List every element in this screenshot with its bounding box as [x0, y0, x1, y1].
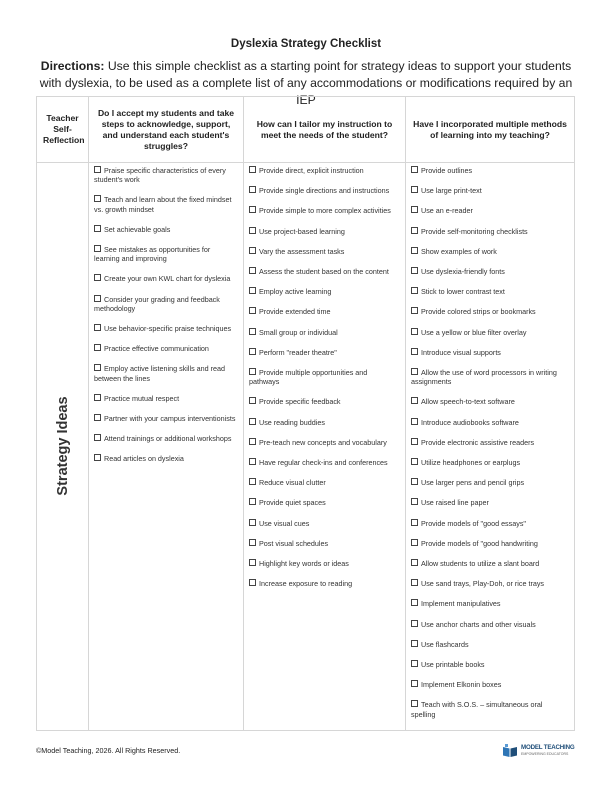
col3-checklist-item[interactable] [411, 559, 568, 568]
col1-cell [89, 163, 244, 731]
checklist-item-label: Provide models of "good handwriting [421, 538, 538, 548]
checklist-item-label: Stick to lower contrast text [421, 287, 505, 297]
checkbox[interactable] [94, 324, 101, 331]
checklist-item-label: Provide extended time [259, 307, 331, 317]
checklist-item-label: Use flashcards [421, 639, 469, 649]
col3-checklist-item[interactable] [411, 267, 568, 276]
checkbox[interactable] [249, 397, 256, 404]
col3-checklist-item[interactable] [411, 166, 568, 175]
checkbox[interactable] [249, 186, 256, 193]
checklist-item-label: Provide specific feedback [259, 397, 341, 407]
checkbox[interactable] [249, 458, 256, 465]
checklist-item-label: Provide self-monitoring checklists [421, 226, 528, 236]
checklist-item-label: Use printable books [421, 660, 485, 670]
checklist-item-label: Perform "reader theatre" [259, 347, 337, 357]
checklist-item-label: Provide simple to more complex activities [259, 206, 391, 216]
checkbox[interactable] [94, 225, 101, 232]
col1-checklist-item[interactable] [94, 225, 237, 234]
checklist-item-label: Show examples of work [421, 246, 497, 256]
col3-checklist-item[interactable] [411, 206, 568, 215]
checklist-item-label: Provide colored strips or bookmarks [421, 307, 536, 317]
col3-checklist-item[interactable] [411, 418, 568, 427]
checkbox[interactable] [94, 344, 101, 351]
checklist-item-label: Small group or individual [259, 327, 338, 337]
checklist-item-label: Provide single directions and instructions [259, 186, 390, 196]
col2-cell [244, 163, 406, 731]
checkbox[interactable] [249, 166, 256, 173]
checkbox[interactable] [94, 434, 101, 441]
col2-checklist-item[interactable] [249, 348, 399, 357]
checkbox[interactable] [94, 166, 101, 173]
col3-checklist-item[interactable] [411, 287, 568, 296]
checklist-item-label: Use raised line paper [421, 498, 489, 508]
directions-label: Directions: [40, 59, 105, 73]
checkbox[interactable] [411, 680, 418, 687]
open-book-icon [502, 743, 518, 759]
col2-checklist-item[interactable] [249, 247, 399, 256]
checkbox[interactable] [411, 397, 418, 404]
checkbox[interactable] [249, 267, 256, 274]
checklist-table [36, 96, 575, 731]
checkbox[interactable] [411, 206, 418, 213]
col2-list [244, 163, 405, 588]
checkbox[interactable] [411, 458, 418, 465]
col3-checklist-item[interactable] [411, 680, 568, 689]
col3-checklist-item[interactable] [411, 186, 568, 195]
col3-checklist-item[interactable] [411, 599, 568, 608]
checkbox[interactable] [411, 620, 418, 627]
checkbox[interactable] [249, 247, 256, 254]
checklist-item-label: Reduce visual clutter [259, 478, 326, 488]
checkbox[interactable] [411, 227, 418, 234]
col3-checklist-item[interactable] [411, 579, 568, 588]
checklist-item-label: Post visual schedules [259, 538, 329, 548]
col2-checklist-item[interactable] [249, 458, 399, 467]
checklist-item-label: See mistakes as opportunities for learning and improving [94, 245, 211, 264]
page-title: Dyslexia Strategy Checklist [230, 38, 382, 50]
col3-checklist-item[interactable] [411, 620, 568, 629]
col2-checklist-item[interactable] [249, 539, 399, 548]
col3-cell [406, 163, 575, 731]
checkbox[interactable] [249, 287, 256, 294]
checklist-item-label: Utilize headphones or earplugs [421, 458, 521, 468]
col3-checklist-item[interactable] [411, 438, 568, 447]
col1-checklist-item[interactable] [94, 364, 237, 382]
row-label-cell [37, 163, 89, 731]
checklist-item-label: Vary the assessment tasks [259, 246, 345, 256]
col2-checklist-item[interactable] [249, 267, 399, 276]
logo-tagline: EMPOWERING EDUCATORS [521, 752, 569, 756]
checklist-item-label: Have regular check-ins and conferences [259, 458, 388, 468]
col1-checklist-item[interactable] [94, 166, 237, 184]
checkbox[interactable] [411, 640, 418, 647]
col2-checklist-item[interactable] [249, 397, 399, 406]
checkbox[interactable] [411, 186, 418, 193]
col1-checklist-item[interactable] [94, 394, 237, 403]
strategy-row [37, 163, 575, 731]
col3-checklist-item[interactable] [411, 227, 568, 236]
checkbox[interactable] [411, 539, 418, 546]
brand-logo [502, 741, 582, 763]
col1-checklist-item[interactable] [94, 414, 237, 423]
col2-checklist-item[interactable] [249, 166, 399, 175]
checklist-item-label: Practice mutual respect [104, 393, 180, 403]
checkbox[interactable] [249, 498, 256, 505]
col2-checklist-item[interactable] [249, 559, 399, 568]
checklist-item-label: Provide direct, explicit instruction [259, 166, 364, 175]
checkbox[interactable] [249, 328, 256, 335]
header-col2: How can I tailor my instruction to meet the needs of the student? [244, 97, 406, 163]
checklist-item-label: Pre-teach new concepts and vocabulary [259, 437, 387, 447]
col3-list [406, 163, 574, 719]
checklist-item-label: Provide multiple opportunities and pathways [249, 368, 368, 387]
checkbox[interactable] [249, 478, 256, 485]
checklist-item-label: Provide quiet spaces [259, 498, 326, 508]
checkbox[interactable] [249, 368, 256, 375]
checkbox[interactable] [411, 599, 418, 606]
checkbox[interactable] [411, 498, 418, 505]
col1-checklist-item[interactable] [94, 434, 237, 443]
checkbox[interactable] [249, 348, 256, 355]
checklist-item-label: Use dyslexia-friendly fonts [421, 267, 505, 277]
checkbox[interactable] [411, 559, 418, 566]
checklist-item-label: Use an e-reader [421, 206, 473, 216]
checklist-item-label: Consider your grading and feedback methodology [94, 294, 220, 313]
checklist-item-label: Allow students to utilize a slant board [421, 559, 540, 569]
checkbox[interactable] [94, 274, 101, 281]
col2-checklist-item[interactable] [249, 498, 399, 507]
col2-checklist-item[interactable] [249, 579, 399, 588]
col3-checklist-item[interactable] [411, 700, 568, 718]
checklist-item-label: Assess the student based on the content [259, 267, 389, 277]
checklist-item-label: Practice effective communication [104, 344, 209, 354]
checklist-item-label: Use a yellow or blue filter overlay [421, 327, 527, 337]
checkbox[interactable] [249, 418, 256, 425]
header-row [37, 97, 575, 163]
header-col3: Have I incorporated multiple methods of learning into my teaching? [406, 97, 575, 163]
checkbox[interactable] [411, 368, 418, 375]
col1-checklist-item[interactable] [94, 344, 237, 353]
checkbox[interactable] [249, 539, 256, 546]
checklist-item-label: Employ active listening skills and read between the lines [94, 364, 226, 383]
row-label: Strategy Ideas [54, 396, 71, 497]
checklist-item-label: Teach with S.O.S. – simultaneous oral spelling [411, 700, 543, 719]
col2-checklist-item[interactable] [249, 368, 399, 386]
checklist-item-label: Praise specific characteristics of every student's work [94, 166, 226, 185]
col2-checklist-item[interactable] [249, 186, 399, 195]
col1-list [89, 163, 243, 464]
col2-checklist-item[interactable] [249, 206, 399, 215]
checklist-item-label: Introduce audiobooks software [421, 417, 519, 427]
col1-checklist-item[interactable] [94, 324, 237, 333]
checkbox[interactable] [411, 519, 418, 526]
checkbox[interactable] [94, 414, 101, 421]
checkbox[interactable] [94, 245, 101, 252]
checkbox[interactable] [411, 166, 418, 173]
col1-checklist-item[interactable] [94, 245, 237, 263]
checklist-item-label: Attend trainings or additional workshops [104, 434, 232, 444]
checklist-item-label: Provide outlines [421, 166, 473, 175]
checkbox[interactable] [94, 195, 101, 202]
checkbox[interactable] [411, 700, 418, 707]
checklist-item-label: Partner with your campus interventionists [104, 414, 236, 424]
logo-name: MODEL TEACHING [521, 744, 575, 751]
col3-checklist-item[interactable] [411, 478, 568, 487]
checkbox[interactable] [411, 438, 418, 445]
col3-checklist-item[interactable] [411, 640, 568, 649]
checkbox[interactable] [411, 267, 418, 274]
checklist-item-label: Use visual cues [259, 518, 310, 528]
checkbox[interactable] [249, 559, 256, 566]
checklist-item-label: Highlight key words or ideas [259, 559, 349, 569]
col2-checklist-item[interactable] [249, 478, 399, 487]
checkbox[interactable] [411, 579, 418, 586]
header-reflection: Teacher Self-Reflection [37, 97, 89, 163]
checklist-item-label: Use anchor charts and other visuals [421, 619, 536, 629]
col2-checklist-item[interactable] [249, 227, 399, 236]
checkbox[interactable] [249, 227, 256, 234]
col3-checklist-item[interactable] [411, 368, 568, 386]
checklist-item-label: Use larger pens and pencil grips [421, 478, 525, 488]
checklist-item-label: Provide models of "good essays" [421, 518, 526, 528]
checkbox[interactable] [411, 307, 418, 314]
checkbox[interactable] [94, 295, 101, 302]
checkbox[interactable] [411, 247, 418, 254]
checklist-item-label: Implement manipulatives [421, 599, 501, 609]
col2-checklist-item[interactable] [249, 438, 399, 447]
col1-checklist-item[interactable] [94, 295, 237, 313]
checklist-item-label: Provide electronic assistive readers [421, 437, 535, 447]
col2-checklist-item[interactable] [249, 287, 399, 296]
col2-checklist-item[interactable] [249, 328, 399, 337]
col2-checklist-item[interactable] [249, 418, 399, 427]
checkbox[interactable] [94, 364, 101, 371]
col3-checklist-item[interactable] [411, 458, 568, 467]
checklist-item-label: Use sand trays, Play-Doh, or rice trays [421, 579, 545, 589]
checkbox[interactable] [411, 287, 418, 294]
header-col1: Do I accept my students and take steps to acknowledge, support, and understand each student's struggles? [89, 97, 244, 163]
checkbox[interactable] [411, 478, 418, 485]
footer-copyright: ©Model Teaching, 2026. All Rights Reserved. [36, 746, 181, 755]
checklist-item-label: Set achievable goals [104, 224, 171, 234]
col3-checklist-item[interactable] [411, 247, 568, 256]
col3-checklist-item[interactable] [411, 519, 568, 528]
checklist-item-label: Use project-based learning [259, 226, 345, 236]
col3-checklist-item[interactable] [411, 397, 568, 406]
checklist-item-label: Allow speech-to-text software [421, 397, 515, 407]
checklist-item-label: Employ active learning [259, 287, 332, 297]
col3-checklist-item[interactable] [411, 307, 568, 316]
checklist-item-label: Create your own KWL chart for dyslexia [104, 274, 231, 284]
checkbox[interactable] [249, 206, 256, 213]
col1-checklist-item[interactable] [94, 274, 237, 283]
col3-checklist-item[interactable] [411, 348, 568, 357]
col1-checklist-item[interactable] [94, 195, 237, 213]
col1-checklist-item[interactable] [94, 454, 237, 463]
checkbox[interactable] [249, 307, 256, 314]
checkbox[interactable] [94, 454, 101, 461]
directions-text: Use this simple checklist as a starting point for strategy ideas to support your students with dyslexia, to be used as a complete list of any accommodations or modifications required by an IEP [39, 59, 573, 107]
checklist-item-label: Use reading buddies [259, 417, 325, 427]
checklist-item-label: Use large print-text [421, 186, 482, 196]
col3-checklist-item[interactable] [411, 660, 568, 669]
checkbox[interactable] [411, 348, 418, 355]
checklist-item-label: Teach and learn about the fixed mindset vs. growth mindset [94, 195, 232, 214]
checkbox[interactable] [94, 394, 101, 401]
checklist-item-label: Allow the use of word processors in writing assignments [411, 368, 557, 387]
checklist-item-label: Introduce visual supports [421, 347, 501, 357]
checkbox[interactable] [249, 519, 256, 526]
checkbox[interactable] [411, 418, 418, 425]
checklist-item-label: Implement Elkonin boxes [421, 680, 502, 690]
checklist-item-label: Increase exposure to reading [259, 579, 353, 589]
col2-checklist-item[interactable] [249, 307, 399, 316]
checklist-item-label: Use behavior-specific praise techniques [104, 324, 232, 334]
checkbox[interactable] [249, 579, 256, 586]
checkbox[interactable] [249, 438, 256, 445]
checkbox[interactable] [411, 660, 418, 667]
col3-checklist-item[interactable] [411, 498, 568, 507]
checkbox[interactable] [411, 328, 418, 335]
col3-checklist-item[interactable] [411, 328, 568, 337]
col3-checklist-item[interactable] [411, 539, 568, 548]
col2-checklist-item[interactable] [249, 519, 399, 528]
checklist-item-label: Read articles on dyslexia [104, 454, 184, 464]
